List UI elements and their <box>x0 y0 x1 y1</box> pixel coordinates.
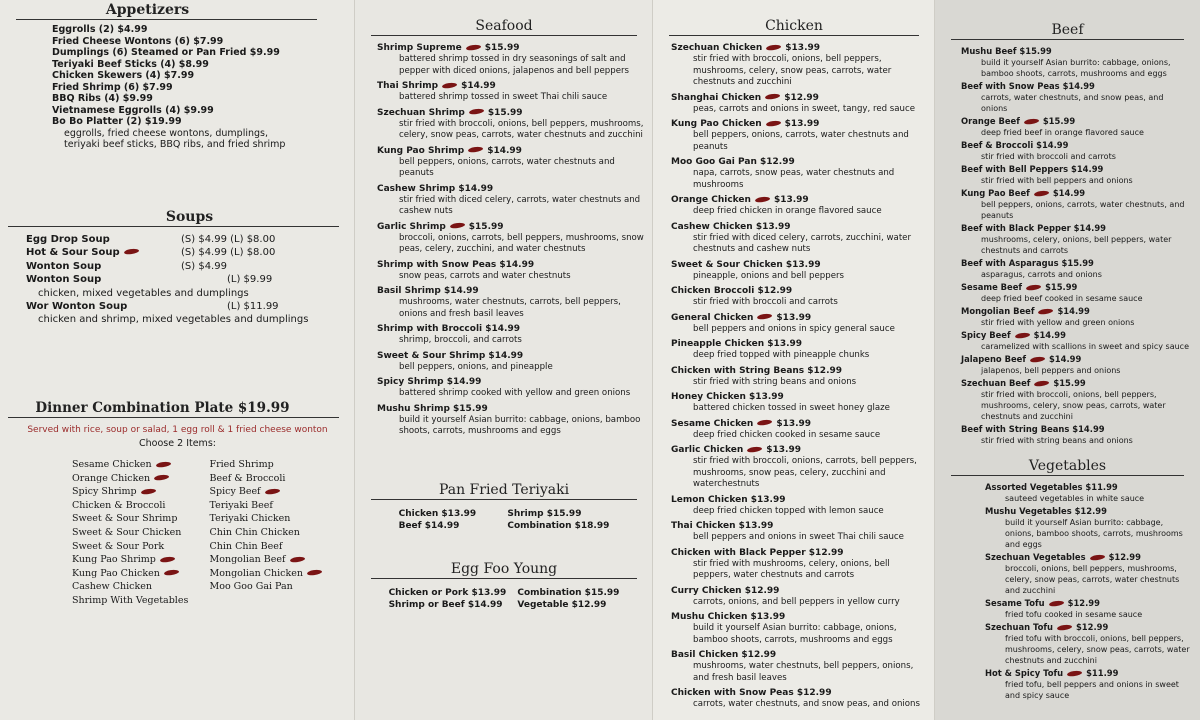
chili-pepper-icon <box>465 43 481 50</box>
menu-item-description: fried tofu, bell peppers and onions in sweet and spicy sauce <box>1005 680 1179 700</box>
menu-item-name: Beef with Snow Peas $14.99 <box>961 81 1095 91</box>
list-item: Wonton Soup (S) $4.99 <box>26 260 227 272</box>
menu-item-description: stir fried with broccoli, onions, bell peppers, mushrooms, celery, snow peas, carrots, water chestnuts and zucchini <box>981 390 1166 421</box>
menu-item-name: Sweet & Sour Chicken $13.99 <box>671 259 821 270</box>
menu-item-name: Mushu Beef $15.99 <box>961 46 1052 56</box>
menu-item-description: sauteed vegetables in white sauce <box>1005 494 1145 503</box>
combo-choice: Sweet & Sour Shrimp <box>72 513 178 525</box>
menu-item <box>985 482 1192 504</box>
menu-item-description: deep fried chicken in orange flavored sauce <box>693 206 882 216</box>
menu-item <box>377 145 645 180</box>
list-item: BBQ Ribs (4) $9.99 <box>52 93 153 104</box>
menu-item-description: deep fried topped with pineapple chunks <box>693 350 870 360</box>
chili-pepper-icon <box>1014 331 1030 338</box>
list-item: Eggrolls (2) $4.99 <box>52 24 148 35</box>
combo-choice: Mongolian Chicken <box>210 567 348 581</box>
list-item: Hot & Sour Soup (S) $4.99 (L) $8.00 <box>26 247 276 258</box>
menu-item <box>985 668 1192 701</box>
menu-item-description: bell peppers, onions, carrots, water chestnuts, and peanuts <box>981 200 1185 220</box>
list-item: Bo Bo Platter (2) $19.99 <box>52 116 182 127</box>
combo-choice: Shrimp With Vegetables <box>72 594 189 606</box>
menu-item <box>671 42 927 89</box>
menu-item-name: Chicken with Snow Peas $12.99 <box>671 688 832 698</box>
menu-item-description: shrimp, broccoli, and carrots <box>399 335 522 345</box>
combo-choice: Beef & Broccoli <box>209 472 286 484</box>
menu-item-name: Szechuan Chicken $13.99 <box>671 43 821 53</box>
combo-choice: Kung Pao Chicken <box>72 567 210 581</box>
menu-item-name: Szechuan Shrimp $15.99 <box>377 107 523 118</box>
menu-item-description: carrots, water chestnuts, and snow peas, and onions <box>981 93 1164 113</box>
chili-pepper-icon <box>123 248 139 255</box>
menu-item-name: Moo Goo Gai Pan $12.99 <box>671 157 795 167</box>
combo-choice: Cashew Chicken <box>72 581 152 593</box>
menu-item <box>985 622 1192 666</box>
menu-item-name: Sesame Beef $15.99 <box>961 282 1078 292</box>
chili-pepper-icon <box>747 445 763 452</box>
combo-choice: Chin Chin Chicken <box>209 526 300 538</box>
menu-item-name: Pineapple Chicken $13.99 <box>671 339 803 349</box>
menu-item-name: Thai Chicken $13.99 <box>671 521 774 531</box>
chili-pepper-icon <box>264 488 280 495</box>
menu-item-description: deep fried chicken cooked in sesame sauce <box>693 429 881 440</box>
menu-item <box>961 223 1192 256</box>
combo-choice: Spicy Shrimp <box>72 485 210 499</box>
combo-choice: Mongolian Beef <box>210 553 348 567</box>
divider <box>371 499 637 500</box>
chili-pepper-icon <box>160 556 176 563</box>
combo-choice: Teriyaki Beef <box>209 499 273 511</box>
menu-item <box>377 323 645 347</box>
menu-item-name: Sweet & Sour Shrimp $14.99 <box>377 350 524 361</box>
menu-item-name: Assorted Vegetables $11.99 <box>985 482 1118 492</box>
menu-item-name: Mushu Vegetables $12.99 <box>985 506 1107 516</box>
combo-choice: Fried Shrimp <box>209 459 274 470</box>
menu-item <box>961 140 1192 162</box>
menu-item <box>377 221 645 256</box>
list-item: Vegetable $12.99 <box>517 600 607 610</box>
menu-item-name: Garlic Shrimp $15.99 <box>377 221 504 232</box>
teriyaki-title: Pan Fried Teriyaki <box>438 481 570 498</box>
menu-item-description: bell peppers, onions, carrots, water chestnuts and peanuts <box>399 156 615 178</box>
combo-choice: Orange Chicken <box>72 472 210 486</box>
menu-item-description: mushrooms, water chestnuts, carrots, bell peppers, onions and fresh basil leaves <box>399 297 621 319</box>
panel-chicken <box>653 0 935 720</box>
menu-item-description: peas, carrots and onions in sweet, tangy, red sauce <box>693 103 915 114</box>
chili-pepper-icon <box>469 108 485 115</box>
combo-choice: Chin Chin Beef <box>209 540 283 552</box>
seafood-title: Seafood <box>475 18 533 34</box>
menu-item-name: Cashew Chicken $13.99 <box>671 221 791 232</box>
chili-pepper-icon <box>757 313 773 320</box>
menu-item-description: carrots, onions, and bell peppers in yellow curry <box>693 596 900 607</box>
chicken-list <box>661 42 927 711</box>
menu-item-name: Curry Chicken $12.99 <box>671 585 780 596</box>
menu-item-name: Sesame Tofu $12.99 <box>985 598 1100 608</box>
list-item: Shrimp $15.99 <box>507 508 582 519</box>
combo-choice: Chicken & Broccoli <box>72 499 166 511</box>
list-item: Teriyaki Beef Sticks (4) $8.99 <box>52 58 209 70</box>
menu-item <box>985 552 1192 596</box>
divider <box>951 475 1184 476</box>
menu-item <box>671 444 927 491</box>
menu-item-name: Kung Pao Shrimp $14.99 <box>377 145 522 156</box>
menu-item <box>671 338 927 362</box>
menu-item <box>377 42 645 77</box>
divider <box>371 578 637 579</box>
menu-item-description: battered shrimp tossed in dry seasonings of salt and pepper with diced onions, jalapenos and bell peppers <box>399 54 630 76</box>
menu-item-description: broccoli, onions, bell peppers, mushrooms, celery, snow peas, carrots, water chestnuts and zucchini <box>1005 564 1180 595</box>
panel-appetizers-soups-combo <box>0 0 355 720</box>
menu-item <box>671 520 927 544</box>
chili-pepper-icon <box>1034 379 1050 386</box>
chili-pepper-icon <box>307 569 323 576</box>
menu-item <box>671 118 927 153</box>
divider <box>951 39 1184 40</box>
menu-item-name: Mongolian Beef $14.99 <box>961 306 1090 316</box>
menu-item-name: Cashew Shrimp $14.99 <box>377 183 494 194</box>
menu-item-description: bell peppers and onions in sweet Thai chili sauce <box>693 532 904 542</box>
divider <box>371 35 637 36</box>
combo-title: Dinner Combination Plate $19.99 <box>35 400 290 416</box>
menu-item-description: bell peppers, onions, and pineapple <box>399 361 553 372</box>
combo-choice: Moo Goo Gai Pan <box>209 581 293 593</box>
menu-item <box>961 116 1192 138</box>
chili-pepper-icon <box>1024 117 1040 124</box>
combo-choices <box>8 458 347 608</box>
menu-item-name: Beef with Black Pepper $14.99 <box>961 223 1107 233</box>
menu-item <box>377 107 645 142</box>
chili-pepper-icon <box>450 222 466 229</box>
list-item: Fried Shrimp (6) $7.99 <box>52 81 173 93</box>
wor-wonton-description: chicken and shrimp, mixed vegetables and dumplings <box>38 314 309 325</box>
menu-item <box>671 194 927 218</box>
menu-item-name: Hot & Spicy Tofu $11.99 <box>985 668 1119 678</box>
menu-item-description: battered shrimp cooked with yellow and green onions <box>399 388 631 398</box>
menu-item <box>961 306 1192 328</box>
menu-item-name: Shrimp with Broccoli $14.99 <box>377 324 520 334</box>
soups-title: Soups <box>165 208 214 225</box>
list-item: Combination $18.99 <box>507 521 610 531</box>
menu-item <box>671 649 927 684</box>
menu-item-description: stir fried with diced celery, carrots, water chestnuts and cashew nuts <box>399 194 641 216</box>
chili-pepper-icon <box>1057 623 1073 630</box>
list-item: Fried Cheese Wontons (6) $7.99 <box>52 35 224 47</box>
list-item: Combination $15.99 <box>517 587 620 598</box>
menu-item-description: napa, carrots, snow peas, water chestnuts and mushrooms <box>693 168 895 190</box>
menu-item-name: Mushu Shrimp $15.99 <box>377 403 488 414</box>
menu-item-description: fried tofu with broccoli, onions, bell peppers, mushrooms, celery, snow peas, carrots, water chestnuts and zucchini <box>1005 634 1190 665</box>
eggfoo-prices <box>363 585 645 614</box>
menu-item <box>671 585 927 609</box>
menu-item <box>961 164 1192 186</box>
list-item: Vietnamese Eggrolls (4) $9.99 <box>52 104 214 116</box>
menu-item <box>671 365 927 389</box>
chili-pepper-icon <box>766 43 782 50</box>
menu-item-description: battered chicken tossed in sweet honey glaze <box>693 403 890 413</box>
chili-pepper-icon <box>1034 189 1050 196</box>
menu-item-name: Shrimp with Snow Peas $14.99 <box>377 259 535 270</box>
menu-item-description: bell peppers and onions in spicy general sauce <box>693 323 895 334</box>
menu-item <box>985 506 1192 550</box>
menu-item-description: battered shrimp tossed in sweet Thai chili sauce <box>399 92 608 102</box>
menu-item <box>671 156 927 191</box>
list-item: Chicken $13.99 <box>398 508 477 519</box>
menu-item <box>377 285 645 320</box>
menu-item-name: Chicken with String Beans $12.99 <box>671 365 843 376</box>
menu-item <box>671 285 927 309</box>
beef-title: Beef <box>1051 22 1084 38</box>
menu-item-name: Chicken with Black Pepper $12.99 <box>671 547 844 558</box>
eggfoo-title: Egg Foo Young <box>450 560 558 577</box>
menu-item-description: stir fried with broccoli and carrots <box>981 152 1116 161</box>
combo-choice: Kung Pao Shrimp <box>72 553 210 567</box>
menu-item-description: broccoli, onions, carrots, bell peppers, mushrooms, snow peas, celery, zucchini, and water chestnuts <box>399 232 644 254</box>
menu-item-name: Shrimp Supreme $15.99 <box>377 43 520 53</box>
menu-item-description: bell peppers, onions, carrots, water chestnuts and peanuts <box>693 130 909 152</box>
panel-beef-vegetables <box>935 0 1200 720</box>
menu-item-description: jalapenos, bell peppers and onions <box>981 366 1121 375</box>
seafood-list <box>363 42 645 438</box>
menu-item-description: asparagus, carrots and onions <box>981 270 1102 279</box>
teriyaki-prices <box>363 506 645 535</box>
menu-item <box>671 92 927 116</box>
appetizers-list <box>8 24 347 151</box>
menu-item-name: General Chicken $13.99 <box>671 312 812 323</box>
menu-item-name: Orange Beef $15.99 <box>961 116 1076 126</box>
chicken-title: Chicken <box>765 18 823 34</box>
menu-item-description: build it yourself Asian burrito: cabbage, onions, bamboo shoots, carrots, mushrooms and eggs <box>399 414 641 436</box>
chili-pepper-icon <box>164 569 180 576</box>
divider <box>16 19 317 20</box>
menu-item-name: Chicken Broccoli $12.99 <box>671 286 793 296</box>
vegetables-title: Vegetables <box>1028 458 1107 474</box>
chili-pepper-icon <box>765 119 781 126</box>
menu-item-name: Kung Pao Chicken $13.99 <box>671 119 820 129</box>
menu-item <box>377 376 645 400</box>
menu-item-description: carrots, water chestnuts, and snow peas, and onions <box>693 699 920 709</box>
menu-item-name: Szechuan Beef $15.99 <box>961 378 1086 388</box>
menu-item-description: stir fried with broccoli, onions, carrots, bell peppers, mushrooms, snow peas, celery, zucchini and waterchestnuts <box>693 456 917 489</box>
combo-subtitle: Served with rice, soup or salad, 1 egg roll & 1 fried cheese wonton <box>27 425 328 435</box>
chili-pepper-icon <box>1030 355 1046 362</box>
menu-item <box>671 611 927 646</box>
chili-pepper-icon <box>1089 553 1105 560</box>
menu-item <box>377 350 645 374</box>
menu-item-name: Lemon Chicken $13.99 <box>671 494 786 505</box>
menu-item-description: build it yourself Asian burrito: cabbage, onions, bamboo shoots, carrots, mushrooms and eggs <box>981 58 1171 78</box>
menu-item <box>961 258 1192 280</box>
beef-list <box>943 46 1192 446</box>
menu-item-description: stir fried with broccoli and carrots <box>693 297 838 307</box>
list-item: Chicken or Pork $13.99 <box>388 587 507 598</box>
menu-item-name: Beef with Asparagus $15.99 <box>961 258 1094 268</box>
chili-pepper-icon <box>757 419 773 426</box>
menu-item <box>377 259 645 283</box>
combo-column-1 <box>72 458 210 608</box>
menu-item-name: Spicy Shrimp $14.99 <box>377 377 482 387</box>
combo-choice: Teriyaki Chicken <box>209 513 291 525</box>
menu-item-name: Shanghai Chicken $12.99 <box>671 92 819 103</box>
menu-item-name: Honey Chicken $13.99 <box>671 392 784 402</box>
chili-pepper-icon <box>289 556 305 563</box>
menu-item-name: Garlic Chicken $13.99 <box>671 445 801 455</box>
menu-item-description: mushrooms, celery, onions, bell peppers, water chestnuts and carrots <box>981 235 1172 255</box>
chili-pepper-icon <box>755 195 771 202</box>
menu-item-description: snow peas, carrots and water chestnuts <box>399 270 571 281</box>
menu-item <box>671 547 927 582</box>
menu-item <box>985 598 1192 620</box>
combo-column-2 <box>210 458 348 608</box>
appetizers-title: Appetizers <box>105 2 190 18</box>
menu-item-description: deep fried chicken topped with lemon sauce <box>693 505 884 516</box>
divider <box>8 226 339 227</box>
list-item: Wonton Soup (L) $9.99 <box>26 274 273 285</box>
menu-item <box>961 424 1192 446</box>
menu-item <box>961 81 1192 114</box>
menu-item-name: Beef with String Beans $14.99 <box>961 424 1105 434</box>
menu-item <box>671 418 927 442</box>
menu-item <box>671 687 927 711</box>
menu-item-description: deep fried beef cooked in sesame sauce <box>981 294 1143 303</box>
menu-item-name: Mushu Chicken $13.99 <box>671 612 786 622</box>
menu-item-description: stir fried with diced celery, carrots, zucchini, water chestnuts and cashew nuts <box>693 232 912 254</box>
menu-item <box>961 330 1192 352</box>
menu-item <box>961 378 1192 422</box>
platter-description: eggrolls, fried cheese wontons, dumplings, teriyaki beef sticks, BBQ ribs, and fried shrimp <box>64 127 286 150</box>
panel-seafood <box>355 0 653 720</box>
combo-choice: Sesame Chicken <box>72 458 210 472</box>
menu-item-name: Beef with Bell Peppers $14.99 <box>961 164 1104 174</box>
chili-pepper-icon <box>140 488 156 495</box>
menu-item-name: Thai Shrimp $14.99 <box>377 81 496 91</box>
chili-pepper-icon <box>765 93 781 100</box>
menu-item <box>671 259 927 283</box>
menu-item <box>671 494 927 518</box>
menu-item-description: stir fried with mushrooms, celery, onions, bell peppers, water chestnuts and carrots <box>693 558 890 580</box>
menu-item-name: Basil Shrimp $14.99 <box>377 286 479 296</box>
menu-item-name: Szechuan Tofu $12.99 <box>985 622 1109 632</box>
menu-item <box>671 391 927 415</box>
menu-item <box>961 188 1192 221</box>
menu-item-description: stir fried with bell peppers and onions <box>981 176 1133 185</box>
list-item: Beef $14.99 <box>398 521 460 531</box>
menu-item-name: Beef & Broccoli $14.99 <box>961 140 1069 150</box>
menu-item-description: stir fried with broccoli, onions, bell peppers, mushrooms, celery, snow peas, carrots, water chestnuts and zucchini <box>693 54 892 87</box>
menu-item-name: Szechuan Vegetables $12.99 <box>985 552 1141 562</box>
divider <box>669 35 919 36</box>
chili-pepper-icon <box>155 460 171 467</box>
menu-item <box>377 403 645 438</box>
menu-item-description: fried tofu cooked in sesame sauce <box>1005 610 1143 619</box>
list-item: Egg Drop Soup (S) $4.99 (L) $8.00 <box>26 233 276 245</box>
menu-item-name: Jalapeno Beef $14.99 <box>961 354 1082 364</box>
menu-item <box>377 80 645 104</box>
menu-item-name: Basil Chicken $12.99 <box>671 650 777 660</box>
combo-choose: Choose 2 Items: <box>139 438 216 449</box>
chili-pepper-icon <box>154 474 170 481</box>
wonton-description: chicken, mixed vegetables and dumplings <box>38 287 249 299</box>
chili-pepper-icon <box>468 146 484 153</box>
chili-pepper-icon <box>1038 307 1054 314</box>
combo-choice: Spicy Beef <box>210 485 348 499</box>
menu-item-description: caramelized with scallions in sweet and spicy sauce <box>981 342 1189 351</box>
menu-item-description: build it yourself Asian burrito: cabbage, onions, bamboo shoots, carrots, mushrooms and eggs <box>1005 518 1183 549</box>
menu-item <box>961 354 1192 376</box>
chili-pepper-icon <box>1067 669 1083 676</box>
menu-item-description: mushrooms, water chestnuts, bell peppers, onions, and fresh basil leaves <box>693 661 914 683</box>
menu-item <box>961 46 1192 79</box>
menu-item-name: Spicy Beef $14.99 <box>961 330 1066 340</box>
menu-item-name: Kung Pao Beef $14.99 <box>961 188 1086 198</box>
combo-choice: Sweet & Sour Pork <box>72 540 165 552</box>
vegetables-list <box>943 482 1192 701</box>
chili-pepper-icon <box>442 81 458 88</box>
chili-pepper-icon <box>1048 599 1064 606</box>
menu-item-name: Orange Chicken $13.99 <box>671 195 809 205</box>
list-item: Dumplings (6) Steamed or Pan Fried $9.99 <box>52 47 280 58</box>
menu-item-description: deep fried beef in orange flavored sauce <box>981 128 1144 137</box>
menu-item-description: stir fried with string beans and onions <box>693 376 857 387</box>
menu-item-description: build it yourself Asian burrito: cabbage, onions, bamboo shoots, carrots, mushrooms and eggs <box>693 623 897 645</box>
list-item: Shrimp or Beef $14.99 <box>388 600 503 610</box>
menu-item-name: Sesame Chicken $13.99 <box>671 418 812 429</box>
menu-item <box>671 221 927 256</box>
list-item: Wor Wonton Soup (L) $11.99 <box>26 300 279 312</box>
chili-pepper-icon <box>1026 283 1042 290</box>
menu-item <box>671 312 927 336</box>
combo-choice: Sweet & Sour Chicken <box>72 526 182 538</box>
menu-item-description: stir fried with yellow and green onions <box>981 318 1135 327</box>
menu-item-description: stir fried with string beans and onions <box>981 436 1133 445</box>
menu-item-description: stir fried with broccoli, onions, bell peppers, mushrooms, celery, snow peas, carrots, water chestnuts and zucchini <box>399 118 644 140</box>
divider <box>8 417 339 418</box>
menu-item-description: pineapple, onions and bell peppers <box>693 270 844 281</box>
soups-list <box>8 233 347 327</box>
list-item: Chicken Skewers (4) $7.99 <box>52 70 195 81</box>
menu-item <box>961 282 1192 304</box>
menu-item <box>377 183 645 218</box>
